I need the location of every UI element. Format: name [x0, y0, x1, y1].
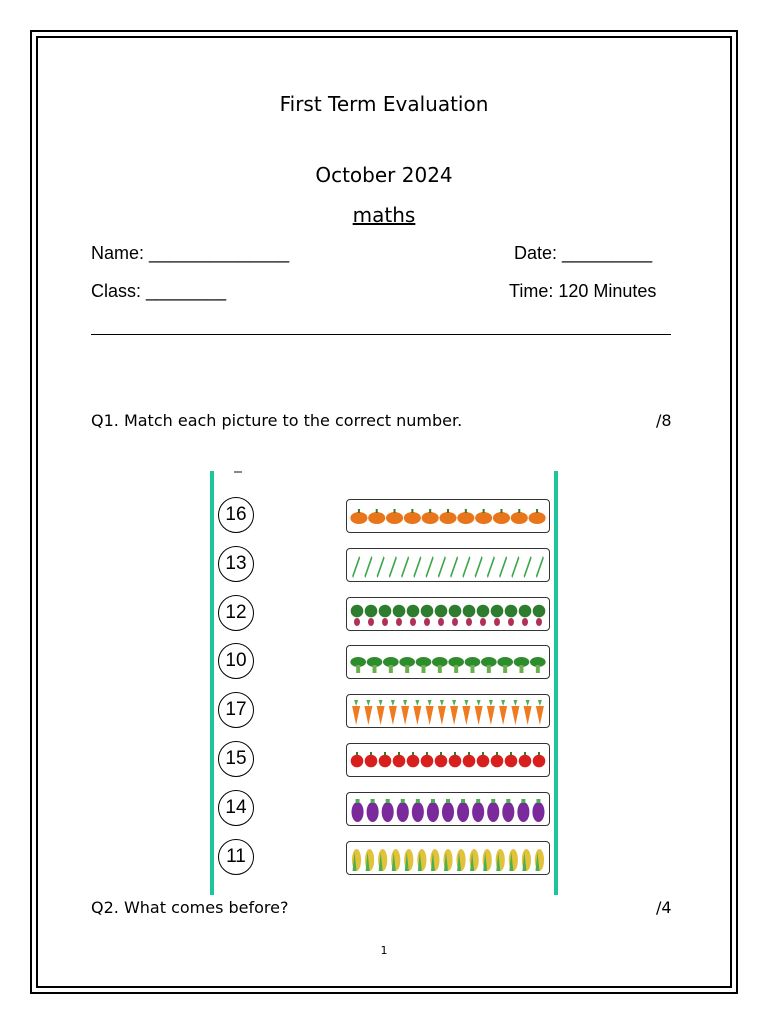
corn-icon [378, 849, 387, 871]
pumpkin-icon [386, 509, 403, 524]
green-pepper-icon [413, 556, 421, 578]
picture-box[interactable] [346, 743, 550, 777]
tomato-icon [365, 752, 378, 767]
pumpkin-icon [439, 509, 456, 524]
matching-row [210, 642, 560, 682]
green-pepper-group [350, 551, 546, 581]
corn-icon [430, 849, 439, 871]
green-pepper-icon [511, 556, 519, 578]
carrot-icon [536, 700, 544, 725]
corn-icon [443, 849, 452, 871]
corn-icon [496, 849, 505, 871]
carrot-icon [511, 700, 519, 725]
green-pepper-icon [450, 556, 458, 578]
eggplant-icon [532, 799, 544, 822]
radish-icon [379, 604, 392, 625]
eggplant-icon [427, 799, 439, 822]
green-pepper-icon [475, 556, 483, 578]
radish-icon [407, 604, 420, 625]
date-field[interactable]: Date: _________ [514, 243, 653, 263]
radish-icon [435, 604, 448, 625]
carrot-icon [462, 700, 470, 725]
radish-icon [477, 604, 490, 625]
green-pepper-icon [352, 556, 360, 578]
number-circle[interactable]: 12 [218, 595, 254, 631]
carrot-icon [413, 700, 421, 725]
corn-icon [365, 849, 374, 871]
radish-icon [533, 604, 546, 625]
pumpkin-icon [368, 509, 385, 524]
question-2-text: Q2. What comes before? [91, 898, 289, 917]
broccoli-icon [399, 657, 415, 673]
tomato-icon [505, 752, 518, 767]
tomato-icon [463, 752, 476, 767]
corn-icon [470, 849, 479, 871]
eggplant-icon [367, 799, 379, 822]
green-pepper-icon [426, 556, 434, 578]
radish-icon [393, 604, 406, 625]
exam-date: October 2024 [315, 163, 453, 187]
carrot-icon [438, 700, 446, 725]
carrot-icon [426, 700, 434, 725]
eggplant-icon [397, 799, 409, 822]
eggplant-icon [502, 799, 514, 822]
pumpkin-icon [475, 509, 492, 524]
question-1-marks: /8 [656, 411, 672, 430]
matching-row [210, 838, 560, 878]
picture-box[interactable] [346, 499, 550, 533]
carrot-icon [364, 700, 372, 725]
eggplant-icon [412, 799, 424, 822]
corn-icon [483, 849, 492, 871]
carrot-icon [524, 700, 532, 725]
question-2-marks: /4 [656, 898, 672, 917]
pumpkin-icon [422, 509, 439, 524]
exam-subject [0, 203, 768, 227]
pumpkin-group [350, 502, 546, 532]
figure-top-mark [234, 471, 242, 473]
tomato-icon [351, 752, 364, 767]
radish-icon [463, 604, 476, 625]
picture-box[interactable] [346, 548, 550, 582]
picture-box[interactable] [346, 792, 550, 826]
radish-icon [421, 604, 434, 625]
tomato-icon [533, 752, 546, 767]
radish-icon [519, 604, 532, 625]
green-pepper-icon [487, 556, 495, 578]
corn-icon [535, 849, 544, 871]
carrot-icon [450, 700, 458, 725]
tomato-icon [449, 752, 462, 767]
tomato-icon [421, 752, 434, 767]
tomato-icon [435, 752, 448, 767]
corn-icon [391, 849, 400, 871]
question-1-text: Q1. Match each picture to the correct number. [91, 411, 463, 430]
matching-exercise [210, 471, 560, 895]
carrot-icon [475, 700, 483, 725]
broccoli-icon [416, 657, 432, 673]
green-pepper-icon [499, 556, 507, 578]
matching-row [210, 594, 560, 634]
broccoli-icon [448, 657, 464, 673]
corn-icon [404, 849, 413, 871]
matching-row [210, 789, 560, 829]
broccoli-icon [367, 657, 383, 673]
name-field[interactable]: Name: ______________ [91, 243, 290, 263]
green-pepper-icon [364, 556, 372, 578]
time-field: Time: 120 Minutes [509, 281, 657, 301]
picture-box[interactable] [346, 645, 550, 679]
number-circle[interactable]: 15 [218, 741, 254, 777]
broccoli-icon [350, 657, 366, 673]
number-circle[interactable]: 17 [218, 692, 254, 728]
radish-icon [505, 604, 518, 625]
eggplant-icon [382, 799, 394, 822]
number-circle[interactable]: 16 [218, 497, 254, 533]
tomato-group [350, 746, 546, 776]
radish-icon [365, 604, 378, 625]
carrot-icon [401, 700, 409, 725]
broccoli-icon [432, 657, 448, 673]
radish-icon [351, 604, 364, 625]
number-circle[interactable]: 10 [218, 643, 254, 679]
number-circle[interactable]: 13 [218, 546, 254, 582]
corn-icon [522, 849, 531, 871]
class-field[interactable]: Class: ________ [91, 281, 227, 301]
green-pepper-icon [389, 556, 397, 578]
carrot-icon [487, 700, 495, 725]
tomato-icon [407, 752, 420, 767]
carrot-icon [499, 700, 507, 725]
number-circle[interactable]: 14 [218, 790, 254, 826]
separator-line [91, 334, 671, 335]
broccoli-icon [481, 657, 497, 673]
pumpkin-icon [457, 509, 474, 524]
pumpkin-icon [350, 509, 367, 524]
eggplant-group [350, 795, 546, 825]
eggplant-icon [472, 799, 484, 822]
corn-icon [417, 849, 426, 871]
subject-text: maths [352, 203, 416, 227]
broccoli-icon [383, 657, 399, 673]
corn-icon [509, 849, 518, 871]
pumpkin-icon [404, 509, 421, 524]
green-pepper-icon [401, 556, 409, 578]
number-circle[interactable]: 11 [218, 839, 254, 875]
carrot-icon [352, 700, 360, 725]
broccoli-icon [497, 657, 513, 673]
pumpkin-icon [493, 509, 510, 524]
tomato-icon [379, 752, 392, 767]
tomato-icon [491, 752, 504, 767]
corn-icon [352, 849, 361, 871]
broccoli-group [350, 648, 546, 678]
carrot-group [350, 697, 546, 727]
page-number: 1 [380, 944, 388, 957]
tomato-icon [477, 752, 490, 767]
broccoli-icon [530, 657, 546, 673]
pumpkin-icon [511, 509, 528, 524]
matching-row [210, 691, 560, 731]
radish-group [350, 600, 546, 630]
picture-box[interactable] [346, 597, 550, 631]
green-pepper-icon [438, 556, 446, 578]
eggplant-icon [487, 799, 499, 822]
green-pepper-icon [377, 556, 385, 578]
carrot-icon [389, 700, 397, 725]
broccoli-icon [465, 657, 481, 673]
matching-row [210, 545, 560, 585]
eggplant-icon [457, 799, 469, 822]
picture-box[interactable] [346, 694, 550, 728]
radish-icon [449, 604, 462, 625]
exam-title: First Term Evaluation [279, 92, 489, 116]
picture-box[interactable] [346, 841, 550, 875]
corn-group [350, 844, 546, 874]
eggplant-icon [517, 799, 529, 822]
eggplant-icon [442, 799, 454, 822]
tomato-icon [519, 752, 532, 767]
eggplant-icon [352, 799, 364, 822]
green-pepper-icon [524, 556, 532, 578]
matching-row [210, 740, 560, 780]
broccoli-icon [514, 657, 530, 673]
green-pepper-icon [462, 556, 470, 578]
green-pepper-icon [536, 556, 544, 578]
matching-row [210, 496, 560, 536]
tomato-icon [393, 752, 406, 767]
radish-icon [491, 604, 504, 625]
corn-icon [456, 849, 465, 871]
carrot-icon [377, 700, 385, 725]
pumpkin-icon [529, 509, 546, 524]
